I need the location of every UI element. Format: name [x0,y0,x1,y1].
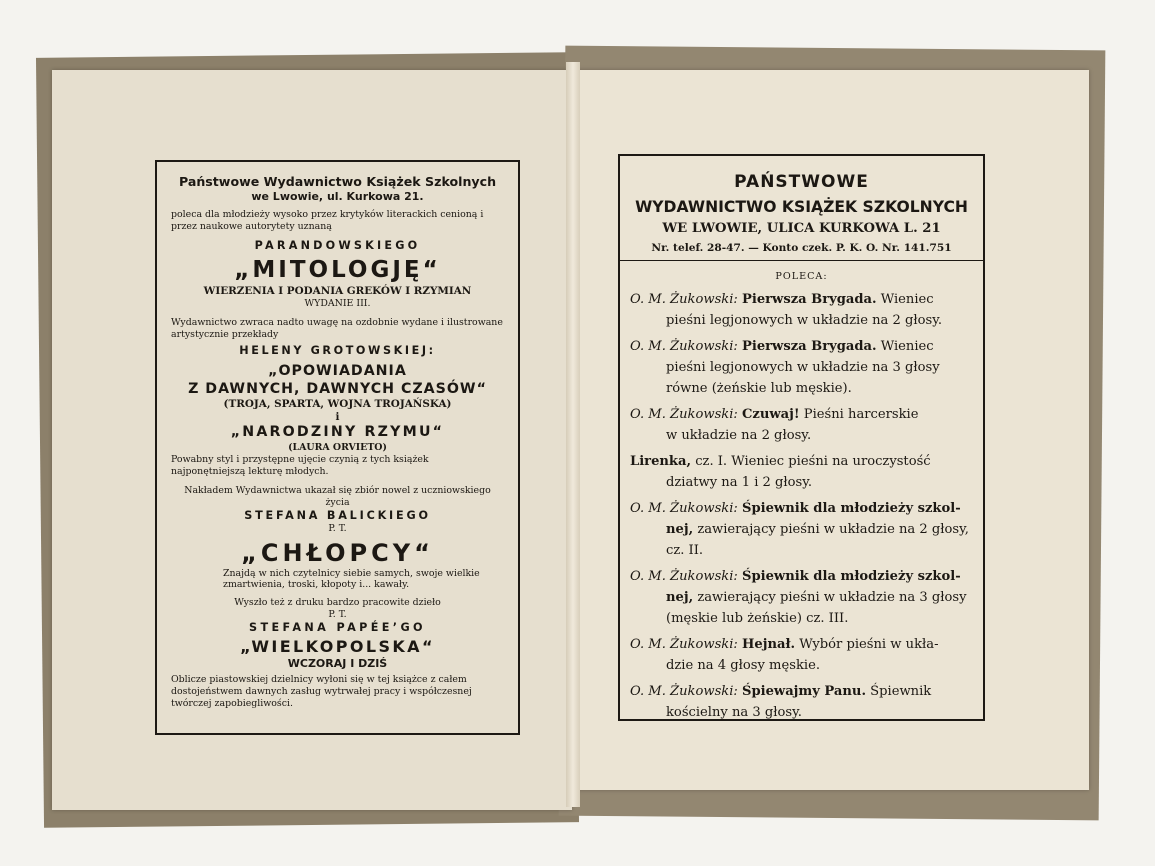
entry-title: Hejnał. [742,637,796,652]
entry-author: O. M. Żukowski: [630,292,742,307]
entry-text: cz. II. [666,543,704,558]
entry-line [630,336,973,357]
entry-line [630,404,973,425]
title-z-dawnych: Z DAWNYCH, DAWNYCH CZASÓW“ [188,380,487,397]
author-grotowska: HELENY GROTOWSKIEJ: [239,343,436,357]
author-balicki: STEFANA BALICKIEGO [244,508,431,522]
entry-line [630,634,973,655]
entry-title: Śpiewajmy Panu. [742,684,867,699]
left-advert-frame [155,160,520,735]
entry-line [630,519,973,540]
entry-author: O. M. Żukowski: [630,569,742,584]
entry-title: Śpiewnik dla młodzieży szkol- [742,569,961,584]
subtitle-orvieto: (LAURA ORVIETO) [288,442,387,454]
entry-text: w układzie na 2 głosy. [666,428,812,443]
poleca-label: POLECA: [775,271,828,282]
note-przeklady: Wydawnictwo zwraca nadto uwagę na ozdobnie wydane i ilustrowane artystycznie przekłady [171,317,503,341]
entry-line [630,472,973,493]
entry-line [630,310,973,331]
book-entry [630,498,973,561]
entry-line [630,587,973,608]
entry-text: dzie na 4 głosy męskie. [666,658,820,673]
book-entry [630,404,973,446]
book-entry [630,634,973,676]
subtitle-troja: (TROJA, SPARTA, WOJNA TROJAŃSKA) [223,398,452,411]
entry-title-cont: nej, [666,590,694,605]
entry-line [630,702,973,723]
publisher-address: we Lwowie, ul. Kurkowa 21. [251,189,424,203]
entry-author: O. M. Żukowski: [630,637,742,652]
entry-text: Wybór pieśni w ukła- [795,637,939,652]
book-list [630,289,973,723]
entry-text: kościelny na 3 głosy. [666,705,802,720]
entry-line [630,681,973,702]
entry-text: Śpiewnik [866,684,932,699]
pt-label-2: P. T. [328,608,347,620]
entry-text: pieśni legjonowych w układzie na 2 głosy. [666,313,943,328]
right-header-address: WE LWOWIE, ULICA KURKOWA L. 21 [662,221,941,236]
book-entry [630,566,973,629]
entry-text: (męskie lub żeńskie) cz. III. [666,611,849,626]
subtitle-wierzenia: WIERZENIA I PODANIA GREKÓW I RZYMIAN [203,284,472,297]
author-papee: STEFANA PAPÉE’GO [249,620,426,634]
entry-author: O. M. Żukowski: [630,407,742,422]
entry-title: Czuwaj! [742,407,800,422]
entry-text: Wieniec [876,339,934,354]
author-parandowski: PARANDOWSKIEGO [254,238,421,252]
pt-label-1: P. T. [328,522,347,534]
edition: WYDANIE III. [304,297,371,309]
book-gutter [566,62,580,807]
entry-title: Lirenka, [630,454,692,469]
entry-title: Śpiewnik dla młodzieży szkol- [742,501,961,516]
entry-line [630,378,973,399]
intro-text: poleca dla młodzieży wysoko przez krytyków literackich cenioną i przez naukowe autorytety uznaną [171,209,484,233]
title-wielkopolska: „WIELKOPOLSKA“ [240,636,435,656]
entry-title: Pierwsza Brygada. [742,339,877,354]
entry-text: zawierający pieśni w układzie na 3 głosy [693,590,967,605]
entry-line [630,289,973,310]
book-entry [630,681,973,723]
right-header-panstwowe: PAŃSTWOWE [734,172,869,192]
entry-text: równe (żeńskie lub męskie). [666,381,852,396]
entry-text: dziatwy na 1 i 2 głosy. [666,475,813,490]
entry-author: O. M. Żukowski: [630,684,742,699]
entry-line [630,608,973,629]
entry-title-cont: nej, [666,522,694,537]
entry-line [630,566,973,587]
title-narodziny-rzymu: „NARODZINY RZYMU“ [230,424,445,441]
note-oblicze: Oblicze piastowskiej dzielnicy wyłoni się w tej książce z całem dostojeństwem dawnych zasług wytrwałej pracy i współczesnej twórczej zapobiegliwości. [171,674,472,709]
book-entry [630,289,973,331]
entry-line [630,498,973,519]
note-znajda: Znajdą w nich czytelnicy siebie samych, swoje wielkie zmartwienia, troski, kłopoty i... kawały. [223,567,480,591]
note-nakladem: Nakładem Wydawnictwa ukazał się zbiór nowel z uczniowskiego życia [184,485,491,509]
entry-text: cz. I. Wieniec pieśni na uroczystość [691,454,931,469]
conjunction: i [335,411,340,424]
title-chlopcy: „CHŁOPCY“ [241,538,434,567]
entry-author: O. M. Żukowski: [630,339,742,354]
right-advert-frame [618,154,985,721]
note-wyszlo: Wyszło też z druku bardzo pracowite dzieło [234,597,441,609]
entry-line [630,425,973,446]
book-entry [630,336,973,399]
title-opowiadania: „OPOWIADANIA [268,362,407,379]
entry-line [630,655,973,676]
right-header-wydawnictwo: WYDAWNICTWO KSIĄŻEK SZKOLNYCH [635,198,968,216]
entry-text: Wieniec [876,292,934,307]
entry-line [630,540,973,561]
entry-line [630,357,973,378]
entry-text: pieśni legjonowych w układzie na 3 głosy [666,360,940,375]
entry-text: Pieśni harcerskie [799,407,919,422]
note-styl: Powabny styl i przystępne ujęcie czynią z tych książek najponętniejszą lekturę młodych. [171,453,429,477]
publisher-name: Państwowe Wydawnictwo Książek Szkolnych [178,174,497,189]
entry-line [630,451,973,472]
entry-author: O. M. Żukowski: [630,501,742,516]
header-divider [620,260,983,261]
subtitle-wczoraj: WCZORAJ I DZIŚ [287,656,388,670]
title-mitologje: „MITOLOGJĘ“ [234,256,441,283]
entry-text: zawierający pieśni w układzie na 2 głosy, [693,522,969,537]
entry-title: Pierwsza Brygada. [742,292,877,307]
book-entry [630,451,973,493]
right-header-contact: Nr. telef. 28-47. — Konto czek. P. K. O. Nr. 141.751 [651,242,952,254]
